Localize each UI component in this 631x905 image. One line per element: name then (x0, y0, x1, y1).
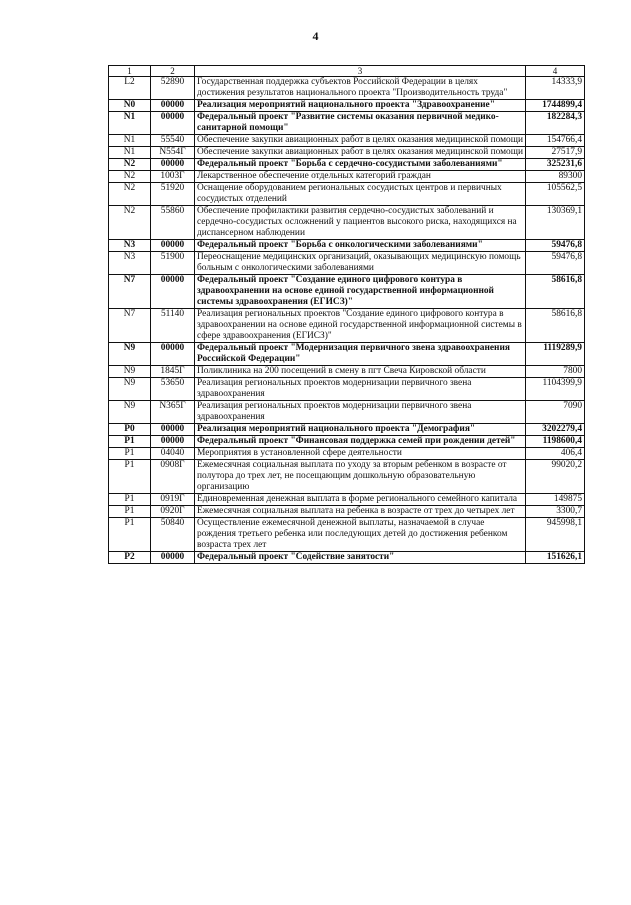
amount-cell: 59476,8 (526, 252, 585, 275)
table-row (109, 518, 585, 552)
target-code-cell: 00000 (151, 159, 195, 171)
description-cell: Федеральный проект "Создание единого цифрового контура в здравоохранении на основе единой государственной информационной системы здравоохранения (ЕГИСЗ)" (195, 275, 526, 309)
header-col-3: 3 (195, 66, 526, 77)
target-code-cell: 55540 (151, 135, 195, 147)
section-code-cell: N3 (109, 240, 151, 252)
target-code-cell: 00000 (151, 275, 195, 309)
amount-cell: 182284,3 (526, 112, 585, 135)
table-row (109, 183, 585, 206)
description-cell: Федеральный проект "Содействие занятости" (195, 552, 526, 564)
section-code-cell: N2 (109, 206, 151, 240)
amount-cell: 59476,8 (526, 240, 585, 252)
description-cell: Федеральный проект "Модернизация первичного звена здравоохранения Российской Федерации" (195, 343, 526, 366)
target-code-cell: 51920 (151, 183, 195, 206)
table-row (109, 366, 585, 378)
section-code-cell: N7 (109, 275, 151, 309)
section-code-cell: N1 (109, 147, 151, 159)
section-code-cell: N7 (109, 309, 151, 343)
table-row (109, 401, 585, 424)
description-cell: Поликлиника на 200 посещений в смену в пгт Свеча Кировской области (195, 366, 526, 378)
amount-cell: 1744899,4 (526, 100, 585, 112)
amount-cell: 105562,5 (526, 183, 585, 206)
description-cell: Ежемесячная социальная выплата по уходу за вторым ребенком в возрасте от полутора до трех лет, не посещающим дошкольную образовательную организацию (195, 460, 526, 494)
amount-cell: 58616,8 (526, 309, 585, 343)
table-row (109, 343, 585, 366)
section-code-cell: P1 (109, 506, 151, 518)
description-cell: Лекарственное обеспечение отдельных категорий граждан (195, 171, 526, 183)
amount-cell: 3202279,4 (526, 424, 585, 436)
table-row (109, 206, 585, 240)
table-row (109, 494, 585, 506)
table-row (109, 506, 585, 518)
amount-cell: 151626,1 (526, 552, 585, 564)
target-code-cell: 00000 (151, 112, 195, 135)
target-code-cell: 0919Г (151, 494, 195, 506)
header-col-2: 2 (151, 66, 195, 77)
amount-cell: 945998,1 (526, 518, 585, 552)
amount-cell: 58616,8 (526, 275, 585, 309)
amount-cell: 27517,9 (526, 147, 585, 159)
table-row (109, 135, 585, 147)
description-cell: Ежемесячная социальная выплата на ребенка в возрасте от трех до четырех лет (195, 506, 526, 518)
target-code-cell: 00000 (151, 424, 195, 436)
header-col-1: 1 (109, 66, 151, 77)
description-cell: Оснащение оборудованием региональных сосудистых центров и первичных сосудистых отделений (195, 183, 526, 206)
table-row (109, 309, 585, 343)
amount-cell: 89300 (526, 171, 585, 183)
description-cell: Реализация региональных проектов "Создание единого цифрового контура в здравоохранении на основе единой государственной информационной системы в сфере здравоохранения (ЕГИСЗ)" (195, 309, 526, 343)
section-code-cell: L2 (109, 77, 151, 100)
target-code-cell: 04040 (151, 448, 195, 460)
description-cell: Федеральный проект "Финансовая поддержка семей при рождении детей" (195, 436, 526, 448)
target-code-cell: 0908Г (151, 460, 195, 494)
table-row (109, 460, 585, 494)
description-cell: Обеспечение закупки авиационных работ в целях оказания медицинской помощи (195, 135, 526, 147)
amount-cell: 1198600,4 (526, 436, 585, 448)
table-row (109, 171, 585, 183)
description-cell: Реализация региональных проектов модернизации первичного звена здравоохранения (195, 378, 526, 401)
amount-cell: 14333,9 (526, 77, 585, 100)
table-row (109, 77, 585, 100)
target-code-cell: N365Г (151, 401, 195, 424)
description-cell: Государственная поддержка субъектов Российской Федерации в целях достижения результатов национального проекта "Производительность труда" (195, 77, 526, 100)
description-cell: Обеспечение закупки авиационных работ в целях оказания медицинской помощи (195, 147, 526, 159)
section-code-cell: N3 (109, 252, 151, 275)
table-row (109, 159, 585, 171)
target-code-cell: 1003Г (151, 171, 195, 183)
section-code-cell: N1 (109, 112, 151, 135)
section-code-cell: N9 (109, 401, 151, 424)
header-row (109, 66, 585, 77)
section-code-cell: N1 (109, 135, 151, 147)
target-code-cell: 00000 (151, 240, 195, 252)
table-row (109, 252, 585, 275)
section-code-cell: N2 (109, 171, 151, 183)
target-code-cell: 00000 (151, 100, 195, 112)
amount-cell: 7090 (526, 401, 585, 424)
description-cell: Переоснащение медицинских организаций, оказывающих медицинскую помощь больным с онкологическими заболеваниями (195, 252, 526, 275)
target-code-cell: 50840 (151, 518, 195, 552)
target-code-cell: 00000 (151, 436, 195, 448)
target-code-cell: 00000 (151, 552, 195, 564)
amount-cell: 7800 (526, 366, 585, 378)
table-row (109, 378, 585, 401)
amount-cell: 149875 (526, 494, 585, 506)
description-cell: Мероприятия в установленной сфере деятельности (195, 448, 526, 460)
section-code-cell: P1 (109, 460, 151, 494)
target-code-cell: 00000 (151, 343, 195, 366)
table-row (109, 424, 585, 436)
description-cell: Обеспечение профилактики развития сердечно-сосудистых заболеваний и сердечно-сосудистых осложнений у пациентов высокого риска, находящихся на диспансерном наблюдении (195, 206, 526, 240)
target-code-cell: 51140 (151, 309, 195, 343)
section-code-cell: N9 (109, 366, 151, 378)
amount-cell: 1104399,9 (526, 378, 585, 401)
section-code-cell: P1 (109, 494, 151, 506)
section-code-cell: N0 (109, 100, 151, 112)
table-row (109, 112, 585, 135)
section-code-cell: N9 (109, 343, 151, 366)
description-cell: Реализация мероприятий национального проекта "Демография" (195, 424, 526, 436)
section-code-cell: P1 (109, 436, 151, 448)
table-row (109, 552, 585, 564)
amount-cell: 130369,1 (526, 206, 585, 240)
table-row (109, 240, 585, 252)
amount-cell: 154766,4 (526, 135, 585, 147)
table-row (109, 275, 585, 309)
section-code-cell: P0 (109, 424, 151, 436)
target-code-cell: 52890 (151, 77, 195, 100)
description-cell: Реализация региональных проектов модернизации первичного звена здравоохранения (195, 401, 526, 424)
table-row (109, 100, 585, 112)
target-code-cell: 55860 (151, 206, 195, 240)
table-row (109, 448, 585, 460)
description-cell: Осуществление ежемесячной денежной выплаты, назначаемой в случае рождения третьего ребенка или последующих детей до достижения ребенком возраста трех лет (195, 518, 526, 552)
page-number: 4 (312, 29, 319, 43)
description-cell: Федеральный проект "Борьба с сердечно-сосудистыми заболеваниями" (195, 159, 526, 171)
target-code-cell: N554Г (151, 147, 195, 159)
target-code-cell: 51900 (151, 252, 195, 275)
section-code-cell: P1 (109, 518, 151, 552)
target-code-cell: 0920Г (151, 506, 195, 518)
table-row (109, 436, 585, 448)
amount-cell: 99020,2 (526, 460, 585, 494)
amount-cell: 406,4 (526, 448, 585, 460)
section-code-cell: P2 (109, 552, 151, 564)
description-cell: Федеральный проект "Борьба с онкологическими заболеваниями" (195, 240, 526, 252)
section-code-cell: N9 (109, 378, 151, 401)
amount-cell: 3300,7 (526, 506, 585, 518)
section-code-cell: N2 (109, 159, 151, 171)
section-code-cell: P1 (109, 448, 151, 460)
description-cell: Единовременная денежная выплата в форме регионального семейного капитала (195, 494, 526, 506)
section-code-cell: N2 (109, 183, 151, 206)
description-cell: Федеральный проект "Развитие системы оказания первичной медико-санитарной помощи" (195, 112, 526, 135)
target-code-cell: 1845Г (151, 366, 195, 378)
description-cell: Реализация мероприятий национального проекта "Здравоохранение" (195, 100, 526, 112)
table-row (109, 147, 585, 159)
header-col-4: 4 (526, 66, 585, 77)
target-code-cell: 53650 (151, 378, 195, 401)
budget-table (108, 65, 585, 564)
amount-cell: 1119289,9 (526, 343, 585, 366)
amount-cell: 325231,6 (526, 159, 585, 171)
